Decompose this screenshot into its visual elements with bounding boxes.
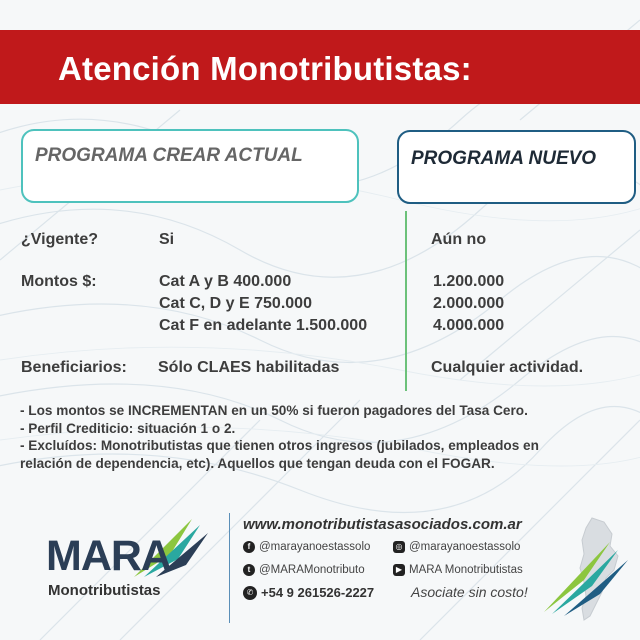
whatsapp-icon: ✆ <box>243 586 257 600</box>
instagram-handle: @marayanoestassolo <box>409 541 521 553</box>
montos-actual-line: Cat A y B 400.000 <box>159 273 292 290</box>
vigente-actual-value: Si <box>159 231 175 248</box>
tagline: Asociate sin costo! <box>411 584 528 600</box>
facebook-link[interactable] <box>243 541 370 553</box>
map-icon <box>540 512 636 624</box>
whatsapp-link[interactable] <box>243 585 374 600</box>
twitter-link[interactable] <box>243 564 365 576</box>
row-label-beneficiarios: Beneficiarios: <box>21 359 127 376</box>
note-line: - Los montos se INCREMENTAN en un 50% si fueron pagadores del Tasa Cero. <box>20 403 528 418</box>
footer-separator <box>229 513 230 623</box>
notes-block <box>20 402 620 472</box>
whatsapp-number: +54 9 261526-2227 <box>261 585 375 600</box>
beneficiarios-actual-value: Sólo CLAES habilitadas <box>158 359 340 376</box>
column-label-nuevo: PROGRAMA NUEVO <box>411 148 597 169</box>
instagram-icon: ◎ <box>393 541 405 553</box>
montos-nuevo-line: 1.200.000 <box>433 273 505 290</box>
vigente-nuevo-value: Aún no <box>431 231 487 248</box>
row-label-vigente: ¿Vigente? <box>21 231 99 248</box>
note-line: - Perfil Crediticio: situación 1 o 2. <box>20 420 236 436</box>
page-title: Atención Monotributistas: <box>58 50 472 87</box>
logo-subtitle: Monotributistas <box>48 582 161 599</box>
youtube-icon: ▶ <box>393 564 405 576</box>
montos-actual-line: Cat C, D y E 750.000 <box>159 295 312 312</box>
column-header-actual <box>21 129 359 203</box>
twitter-handle: @MARAMonotributo <box>259 564 365 576</box>
twitter-icon: t <box>243 564 255 576</box>
montos-nuevo-line: 2.000.000 <box>433 295 505 312</box>
row-label-montos: Montos $: <box>21 273 97 290</box>
column-label-actual: PROGRAMA CREAR ACTUAL <box>35 145 303 166</box>
facebook-icon: f <box>243 541 255 553</box>
column-divider <box>405 211 407 391</box>
website-link[interactable]: www.monotributistasasociados.com.ar <box>243 516 522 533</box>
beneficiarios-nuevo-value: Cualquier actividad. <box>431 359 584 376</box>
note-line: relación de dependencia, etc). Aquellos que tengan deuda con el FOGAR. <box>20 455 495 471</box>
montos-actual-line: Cat F en adelante 1.500.000 <box>159 317 368 334</box>
note-line: - Excluídos: Monotributistas que tienen otros ingresos (jubilados, empleados en <box>20 438 539 453</box>
instagram-link[interactable] <box>393 541 520 553</box>
youtube-link[interactable] <box>393 564 523 576</box>
montos-nuevo-line: 4.000.000 <box>433 317 505 334</box>
logo-text: MARA <box>46 532 171 580</box>
column-header-nuevo <box>397 130 636 204</box>
facebook-handle: @marayanoestassolo <box>259 541 371 553</box>
youtube-handle: MARA Monotributistas <box>409 564 523 576</box>
